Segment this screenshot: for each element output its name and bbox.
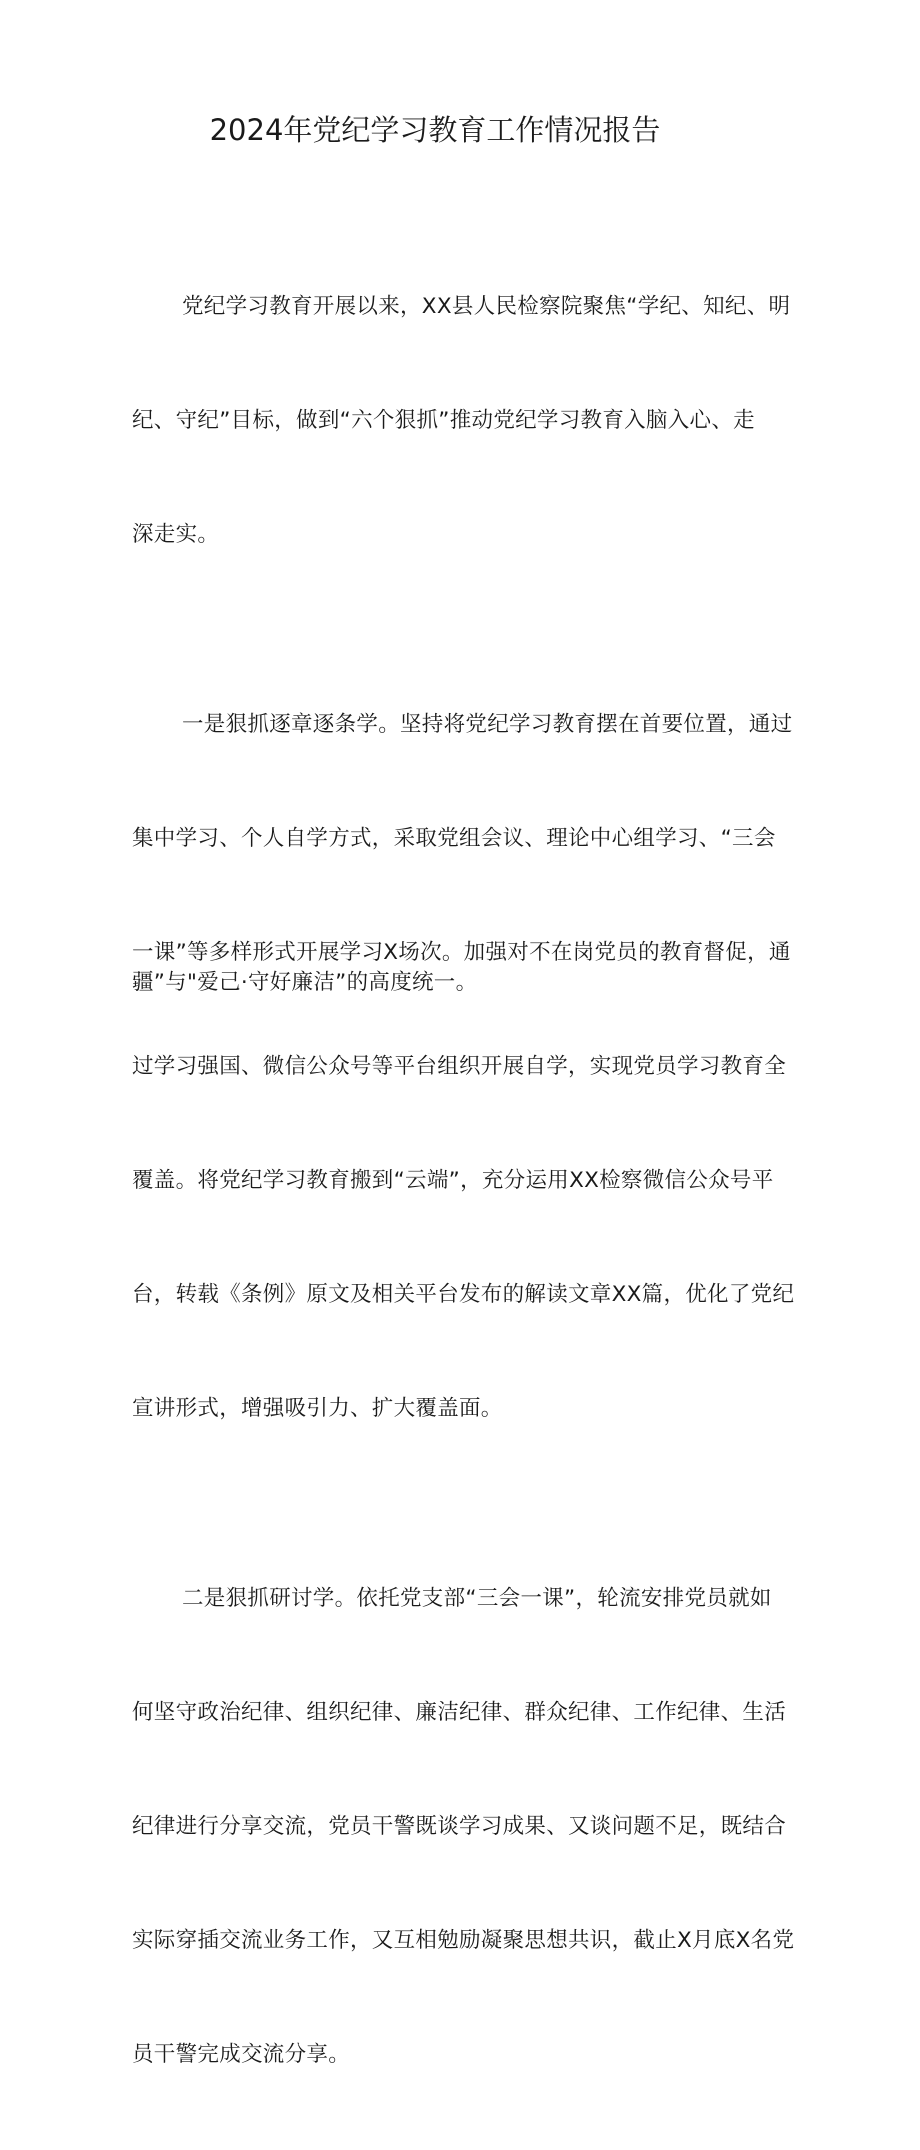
paragraph-line: 深走实。: [132, 522, 220, 547]
document-body: [132, 212, 795, 2150]
paragraph-line: 一是狠抓逐章逐条学。坚持将党纪学习教育摆在首要位置，通过: [182, 712, 793, 737]
paragraph-line: 宣讲形式，增强吸引力、扩大覆盖面。: [132, 1396, 503, 1421]
paragraph-point-two: [132, 1504, 795, 2150]
paragraph-line: 覆盖。将党纪学习教育搬到“云端”，充分运用XX检察微信公众号平: [132, 1168, 774, 1193]
paragraph-line: 集中学习、个人自学方式，采取党组会议、理论中心组学习、“三会: [132, 826, 776, 851]
paragraph-line: 二是狠抓研讨学。依托党支部“三会一课”，轮流安排党员就如: [182, 1586, 772, 1611]
paragraph-line: 员干警完成交流分享。: [132, 2042, 351, 2067]
paragraph-line: 过学习强国、微信公众号等平台组织开展自学，实现党员学习教育全: [132, 1054, 787, 1079]
paragraph-line: 何坚守政治纪律、组织纪律、廉洁纪律、群众纪律、工作纪律、生活: [132, 1700, 787, 1725]
paragraph-line: 实际穿插交流业务工作，又互相勉励凝聚思想共识，截止X月底X名党: [132, 1928, 795, 1953]
paragraph-line: 纪律进行分享交流，党员干警既谈学习成果、又谈问题不足，既结合: [132, 1814, 787, 1839]
paragraph-point-one: [132, 630, 795, 1504]
paragraph-line: 台，转载《条例》原文及相关平台发布的解读文章XX篇，优化了党纪: [132, 1282, 795, 1307]
paragraph-line: 一课”等多样形式开展学习X场次。加强对不在岗党员的教育督促，通: [132, 940, 791, 965]
document-title: 2024年党纪学习教育工作情况报告: [209, 113, 661, 147]
paragraph-line: 纪、守纪”目标，做到“六个狠抓”推动党纪学习教育入脑入心、走: [132, 408, 755, 433]
paragraph-intro: [132, 212, 792, 630]
tail-fragment-line: 疆”与"爱己·守好廉洁”的高度统一。: [132, 970, 478, 995]
paragraph-line: 党纪学习教育开展以来，XX县人民检察院聚焦“学纪、知纪、明: [182, 294, 791, 319]
